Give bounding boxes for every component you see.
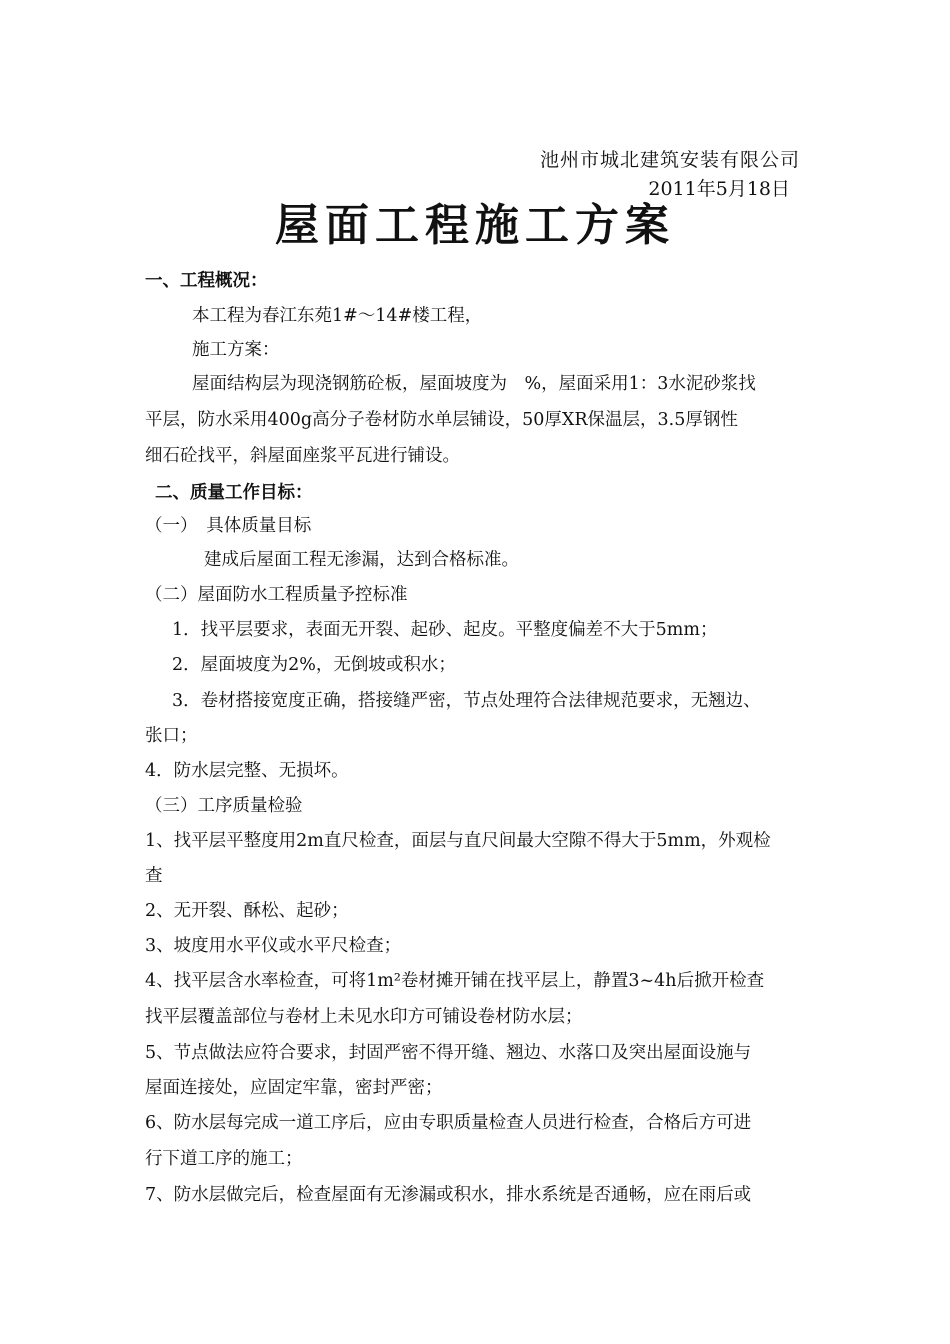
text-line: （一） 具体质量目标 bbox=[145, 516, 312, 536]
text-line: 5、节点做法应符合要求，封固严密不得开缝、翘边、水落口及突出屋面设施与 bbox=[145, 1043, 752, 1063]
text-line: 查 bbox=[145, 866, 163, 886]
text-line: 行下道工序的施工； bbox=[145, 1149, 303, 1169]
text-line: 平层，防水采用400g高分子卷材防水单层铺设，50厚XR保温层，3.5厚钢性 bbox=[145, 410, 738, 430]
text-line: 本工程为春江东苑1#～14#楼工程， bbox=[192, 306, 483, 326]
text-line: 7、防水层做完后，检查屋面有无渗漏或积水，排水系统是否通畅，应在雨后或 bbox=[145, 1185, 752, 1205]
document-title: 屋面工程施工方案 bbox=[275, 200, 675, 251]
text-line: 屋面结构层为现浇钢筋砼板，屋面坡度为 %，屋面采用1：3水泥砂浆找 bbox=[192, 374, 756, 394]
text-line: 细石砼找平，斜屋面座浆平瓦进行铺设。 bbox=[145, 446, 460, 466]
text-line: 张口； bbox=[145, 726, 198, 746]
text-line: 2．屋面坡度为2%，无倒坡或积水； bbox=[172, 655, 456, 675]
text-line: 1、找平层平整度用2m直尺检查，面层与直尺间最大空隙不得大于5mm，外观检 bbox=[145, 831, 771, 851]
text-line: 屋面连接处，应固定牢靠，密封严密； bbox=[145, 1078, 443, 1098]
text-line: 4．防水层完整、无损坏。 bbox=[145, 761, 349, 781]
text-line: 3．卷材搭接宽度正确，搭接缝严密，节点处理符合法律规范要求，无翘边、 bbox=[172, 691, 761, 711]
text-line: 找平层覆盖部位与卷材上未见水印方可铺设卷材防水层； bbox=[145, 1007, 583, 1027]
company-name: 池州市城北建筑安装有限公司 bbox=[539, 149, 800, 171]
text-line: 2、无开裂、酥松、起砂； bbox=[145, 901, 349, 921]
text-line: 4、找平层含水率检查，可将1m²卷材摊开铺在找平层上，静置3~4h后掀开检查 bbox=[145, 971, 765, 991]
text-line: 3、坡度用水平仪或水平尺检查； bbox=[145, 936, 402, 956]
text-line: 建成后屋面工程无渗漏，达到合格标准。 bbox=[204, 550, 519, 570]
section-heading: 二、质量工作目标： bbox=[155, 483, 313, 503]
text-line: 施工方案： bbox=[192, 340, 280, 360]
section-heading: 一、工程概况： bbox=[145, 271, 268, 291]
text-line: 1．找平层要求，表面无开裂、起砂、起皮。平整度偏差不大于5mm； bbox=[172, 620, 718, 640]
text-line: （三）工序质量检验 bbox=[145, 796, 303, 816]
text-line: 6、防水层每完成一道工序后，应由专职质量检查人员进行检查，合格后方可进 bbox=[145, 1113, 752, 1133]
text-line: （二）屋面防水工程质量予控标准 bbox=[145, 585, 408, 605]
document-date: 2011年5月18日 bbox=[648, 178, 790, 200]
